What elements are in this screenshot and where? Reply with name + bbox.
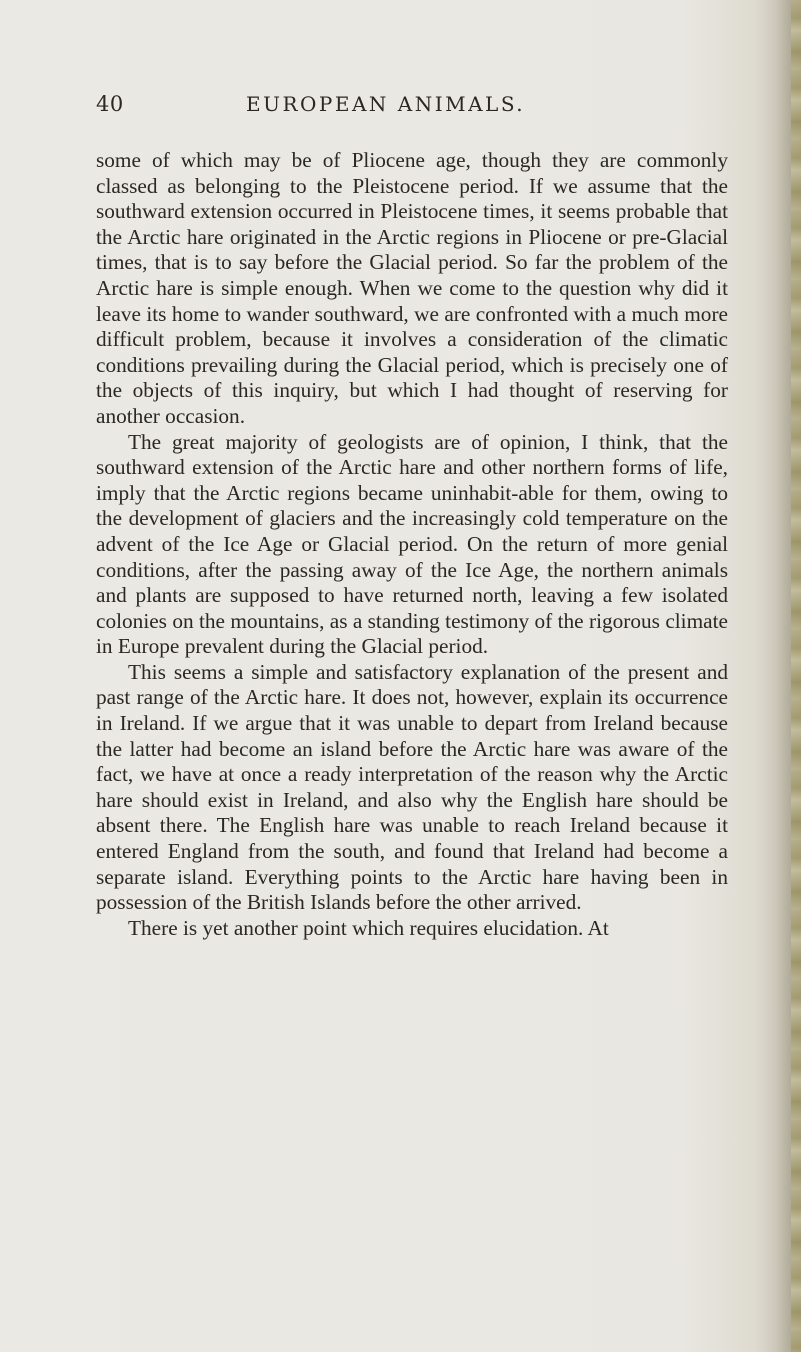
body-text <box>96 148 728 941</box>
page-edge-strip <box>791 0 801 1352</box>
page-number: 40 <box>96 92 124 116</box>
page-header <box>96 92 728 124</box>
paragraph-1: some of which may be of Pliocene age, though they are commonly classed as belonging to the Pleistocene period. If we assume that the southward extension occurred in Pleistocene times, it seems probable that the Arctic hare originated in the Arctic regions in Pliocene or pre-Glacial times, that is to say before the Glacial period. So far the problem of the Arctic hare is simple enough. When we come to the question why did it leave its home to wander southward, we are confronted with a much more difficult problem, because it involves a consideration of the climatic conditions prevailing during the Glacial period, which is precisely one of the objects of this inquiry, but which I had thought of reserving for another occasion. <box>96 148 728 428</box>
paragraph-3: This seems a simple and satisfactory explanation of the present and past range of the Arctic hare. It does not, however, explain its occurrence in Ireland. If we argue that it was unable to depart from Ireland because the latter had become an island before the Arctic hare was aware of the fact, we have at once a ready interpretation of the reason why the Arctic hare should exist in Ireland, and also why the English hare should be absent there. The English hare was unable to reach Ireland because it entered England from the south, and found that Ireland had become a separate island. Everything points to the Arctic hare having been in possession of the British Islands before the other arrived. <box>96 659 728 915</box>
paragraph-2: The great majority of geologists are of opinion, I think, that the southward extension of the Arctic hare and other northern forms of life, imply that the Arctic regions became uninhabit-able for them, owing to the development of glaciers and the increasingly cold temperature on the advent of the Ice Age or Glacial period. On the return of more genial conditions, after the passing away of the Ice Age, the northern animals and plants are supposed to have returned north, leaving a few isolated colonies on the mountains, as a standing testimony of the rigorous climate in Europe prevalent during the Glacial period. <box>96 429 728 659</box>
paragraph-4: There is yet another point which requires elucidation. At <box>128 915 609 940</box>
running-head: EUROPEAN ANIMALS. <box>246 92 526 116</box>
